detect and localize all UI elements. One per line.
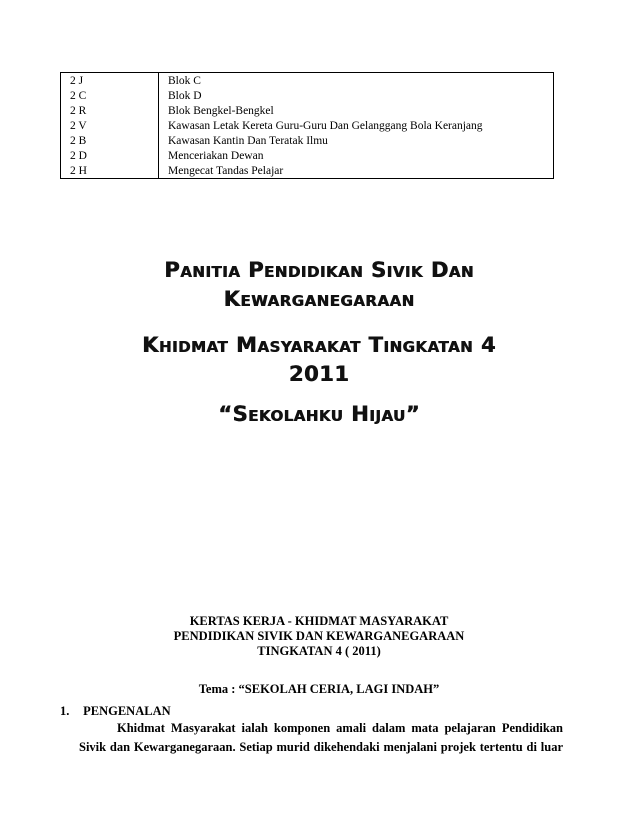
section-body-line-1: Khidmat Masyarakat ialah komponen amali dalam mata pelajaran Pendidikan <box>117 721 563 735</box>
paper-theme: Tema : “SEKOLAH CERIA, LAGI INDAH” <box>198 682 440 696</box>
table-row <box>61 103 554 118</box>
table-row <box>61 118 554 133</box>
class-cell: 2 R <box>61 103 159 118</box>
paper-header <box>0 614 638 697</box>
paper-header-line-2: PENDIDIKAN SIVIK DAN KEWARGANEGARAAN <box>173 629 465 643</box>
table-row <box>61 73 554 89</box>
class-cell: 2 J <box>61 73 159 89</box>
class-assignment-table <box>60 72 554 179</box>
location-cell: Menceriakan Dewan <box>159 148 554 163</box>
title-line-1: Panitia Pendidikan Sivik Dan <box>164 258 474 282</box>
title-line-4: 2011 <box>288 362 350 386</box>
paper-header-line-1: KERTAS KERJA - KHIDMAT MASYARAKAT <box>189 614 449 628</box>
title-line-5: “Sekolahku Hijau” <box>218 402 420 426</box>
title-block <box>0 256 638 429</box>
section-title: PENGENALAN <box>83 704 171 718</box>
table-row <box>61 88 554 103</box>
section-body <box>79 719 563 757</box>
class-cell: 2 H <box>61 163 159 179</box>
paper-header-line-3: TINGKATAN 4 ( 2011) <box>257 644 381 658</box>
location-cell: Kawasan Kantin Dan Teratak Ilmu <box>159 133 554 148</box>
location-cell: Blok Bengkel-Bengkel <box>159 103 554 118</box>
title-line-2: Kewarganegaraan <box>223 287 415 311</box>
location-cell: Blok C <box>159 73 554 89</box>
class-cell: 2 D <box>61 148 159 163</box>
table-row <box>61 148 554 163</box>
title-line-3: Khidmat Masyarakat Tingkatan 4 <box>142 333 496 357</box>
class-cell: 2 B <box>61 133 159 148</box>
table-body <box>61 73 554 179</box>
section-heading <box>60 704 171 719</box>
section-number: 1. <box>60 704 70 718</box>
table-row <box>61 163 554 179</box>
location-cell: Mengecat Tandas Pelajar <box>159 163 554 179</box>
class-cell: 2 C <box>61 88 159 103</box>
table-row <box>61 133 554 148</box>
location-cell: Kawasan Letak Kereta Guru-Guru Dan Gelanggang Bola Keranjang <box>159 118 554 133</box>
section-body-line-2: Sivik dan Kewarganegaraan. Setiap murid dikehendaki menjalani projek tertentu di luar <box>79 740 563 754</box>
class-cell: 2 V <box>61 118 159 133</box>
location-cell: Blok D <box>159 88 554 103</box>
